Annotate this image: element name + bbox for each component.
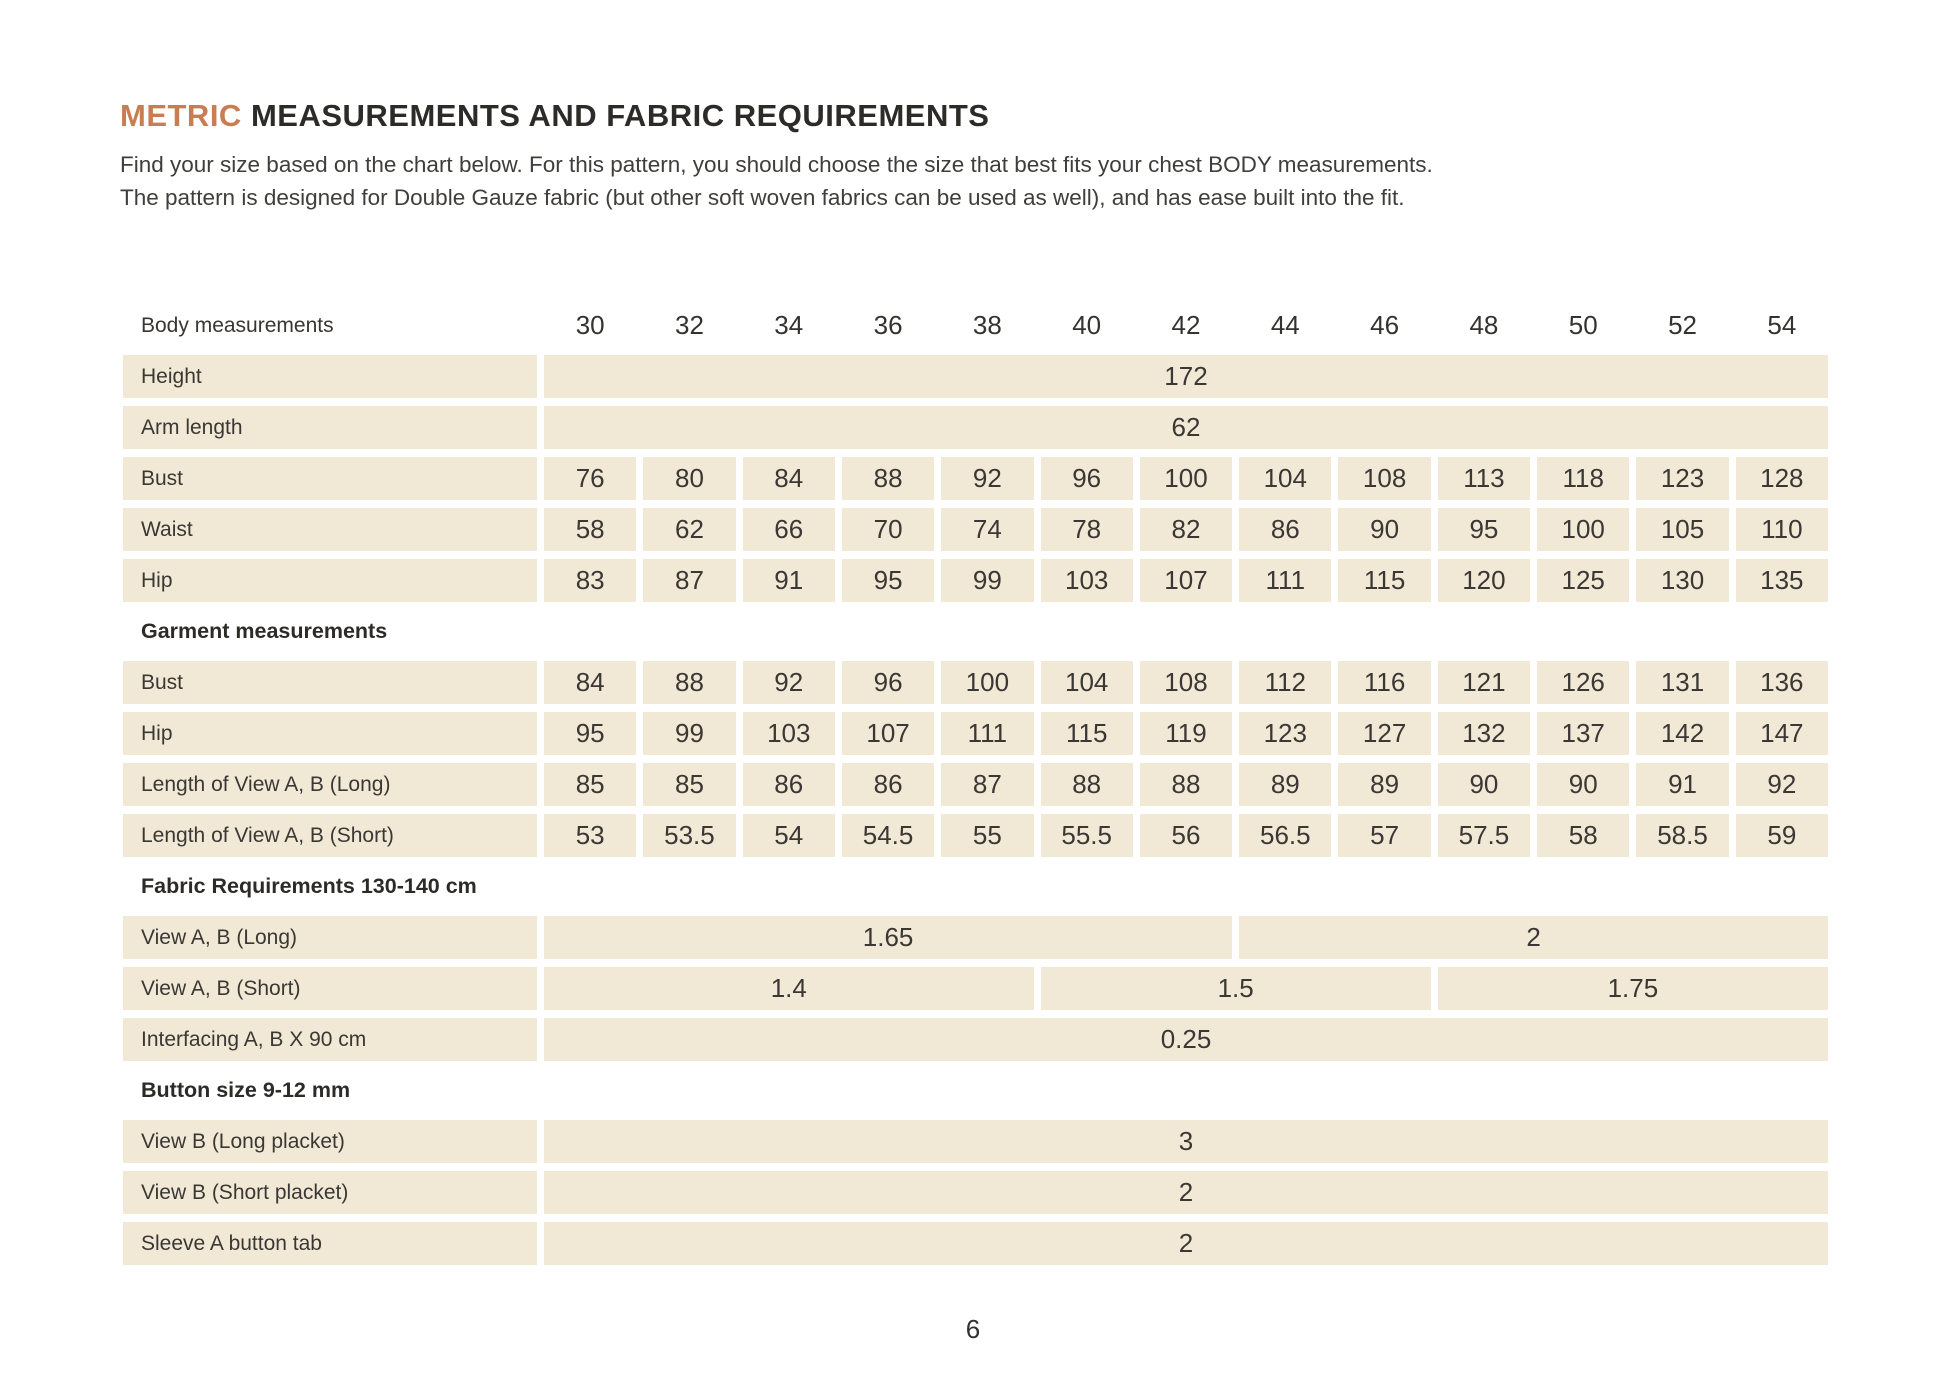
value-cell: 55.5 [1041,814,1133,857]
value-cell: 66 [743,508,835,551]
value-cell: 104 [1239,457,1331,500]
row-label: Hip [123,559,537,602]
value-cell: 120 [1438,559,1530,602]
col-header-size: 50 [1568,310,1598,340]
col-header-size: 34 [774,310,804,340]
value-cell: 85 [544,763,636,806]
row-label: Height [123,355,537,398]
value-cell: 136 [1736,661,1828,704]
value-cell: 119 [1140,712,1232,755]
value-cell: 54.5 [842,814,934,857]
value-cell: 86 [1239,508,1331,551]
col-header-size: 54 [1767,310,1797,340]
value-cell: 74 [941,508,1033,551]
value-cell: 55 [941,814,1033,857]
value-cell: 2 [544,1171,1828,1214]
value-cell: 172 [544,355,1828,398]
value-cell: 103 [743,712,835,755]
value-cell: 53 [544,814,636,857]
row-label: View B (Long placket) [123,1120,537,1163]
value-cell: 78 [1041,508,1133,551]
value-cell: 121 [1438,661,1530,704]
value-cell: 1.75 [1438,967,1828,1010]
value-cell: 92 [743,661,835,704]
value-cell: 103 [1041,559,1133,602]
section-heading: Fabric Requirements 130-140 cm [141,874,477,898]
row-label: Arm length [123,406,537,449]
value-cell: 89 [1239,763,1331,806]
value-cell: 95 [1438,508,1530,551]
value-cell: 83 [544,559,636,602]
col-header-body-measurements: Body measurements [141,313,334,337]
value-cell: 123 [1239,712,1331,755]
col-header-size: 40 [1072,310,1102,340]
value-cell: 3 [544,1120,1828,1163]
intro-line: The pattern is designed for Double Gauze fabric (but other soft woven fabrics can be used as well), and has ease built into the fit. [120,185,1405,210]
intro-line: Find your size based on the chart below. For this pattern, you should choose the size that best fits your chest BODY measurements. [120,152,1433,177]
value-cell: 107 [842,712,934,755]
value-cell: 62 [544,406,1828,449]
value-cell: 96 [842,661,934,704]
value-cell: 99 [643,712,735,755]
value-cell: 104 [1041,661,1133,704]
row-label: View A, B (Short) [123,967,537,1010]
value-cell: 113 [1438,457,1530,500]
section-heading: Button size 9-12 mm [141,1078,351,1102]
value-cell: 53.5 [643,814,735,857]
value-cell: 126 [1537,661,1629,704]
row-label: Length of View A, B (Short) [123,814,537,857]
value-cell: 62 [643,508,735,551]
value-cell: 137 [1537,712,1629,755]
value-cell: 85 [643,763,735,806]
value-cell: 91 [1636,763,1728,806]
value-cell: 111 [941,712,1033,755]
col-header-size: 32 [674,310,704,340]
value-cell: 88 [1041,763,1133,806]
value-cell: 1.65 [544,916,1232,959]
value-cell: 86 [743,763,835,806]
value-cell: 86 [842,763,934,806]
value-cell: 2 [544,1222,1828,1265]
value-cell: 147 [1736,712,1828,755]
value-cell: 105 [1636,508,1728,551]
col-header-size: 38 [972,310,1002,340]
value-cell: 80 [643,457,735,500]
value-cell: 57 [1338,814,1430,857]
value-cell: 108 [1140,661,1232,704]
value-cell: 116 [1338,661,1430,704]
value-cell: 59 [1736,814,1828,857]
value-cell: 131 [1636,661,1728,704]
value-cell: 54 [743,814,835,857]
value-cell: 87 [643,559,735,602]
value-cell: 57.5 [1438,814,1530,857]
row-label: Hip [123,712,537,755]
col-header-size: 30 [575,310,605,340]
value-cell: 2 [1239,916,1828,959]
row-label: Bust [123,661,537,704]
page-number: 6 [965,1314,981,1344]
value-cell: 90 [1338,508,1430,551]
value-cell: 100 [941,661,1033,704]
page-content [120,96,1830,1265]
page-title-highlight: METRIC [120,98,242,133]
value-cell: 135 [1736,559,1828,602]
row-label: View B (Short placket) [123,1171,537,1214]
col-header-size: 48 [1469,310,1499,340]
value-cell: 100 [1140,457,1232,500]
value-cell: 115 [1338,559,1430,602]
value-cell: 58 [544,508,636,551]
value-cell: 108 [1338,457,1430,500]
value-cell: 95 [544,712,636,755]
value-cell: 123 [1636,457,1728,500]
value-cell: 56 [1140,814,1232,857]
page-title [120,96,1830,136]
value-cell: 89 [1338,763,1430,806]
value-cell: 130 [1636,559,1728,602]
row-label: Length of View A, B (Long) [123,763,537,806]
row-label: View A, B (Long) [123,916,537,959]
value-cell: 82 [1140,508,1232,551]
value-cell: 58 [1537,814,1629,857]
value-cell: 91 [743,559,835,602]
value-cell: 111 [1239,559,1331,602]
value-cell: 0.25 [544,1018,1828,1061]
value-cell: 132 [1438,712,1530,755]
value-cell: 142 [1636,712,1728,755]
value-cell: 112 [1239,661,1331,704]
value-cell: 88 [1140,763,1232,806]
section-heading: Garment measurements [141,619,388,643]
value-cell: 127 [1338,712,1430,755]
value-cell: 58.5 [1636,814,1728,857]
value-cell: 1.5 [1041,967,1431,1010]
row-label: Waist [123,508,537,551]
value-cell: 96 [1041,457,1133,500]
col-header-size: 46 [1370,310,1400,340]
value-cell: 99 [941,559,1033,602]
value-cell: 95 [842,559,934,602]
col-header-size: 44 [1270,310,1300,340]
col-header-size: 52 [1668,310,1697,340]
value-cell: 110 [1736,508,1828,551]
row-label: Sleeve A button tab [123,1222,537,1265]
value-cell: 56.5 [1239,814,1331,857]
intro-paragraph [120,148,1830,214]
size-table [123,304,1828,1265]
value-cell: 100 [1537,508,1629,551]
value-cell: 84 [544,661,636,704]
value-cell: 76 [544,457,636,500]
value-cell: 90 [1537,763,1629,806]
value-cell: 70 [842,508,934,551]
value-cell: 90 [1438,763,1530,806]
row-label: Interfacing A, B X 90 cm [123,1018,537,1061]
value-cell: 88 [842,457,934,500]
value-cell: 92 [1736,763,1828,806]
col-header-size: 36 [873,310,903,340]
value-cell: 92 [941,457,1033,500]
value-cell: 115 [1041,712,1133,755]
value-cell: 84 [743,457,835,500]
value-cell: 1.4 [544,967,1034,1010]
value-cell: 87 [941,763,1033,806]
page-title-rest: MEASUREMENTS AND FABRIC REQUIREMENTS [250,98,990,133]
value-cell: 128 [1736,457,1828,500]
value-cell: 88 [643,661,735,704]
value-cell: 118 [1537,457,1629,500]
row-label: Bust [123,457,537,500]
col-header-size: 42 [1171,310,1201,340]
value-cell: 107 [1140,559,1232,602]
value-cell: 125 [1537,559,1629,602]
